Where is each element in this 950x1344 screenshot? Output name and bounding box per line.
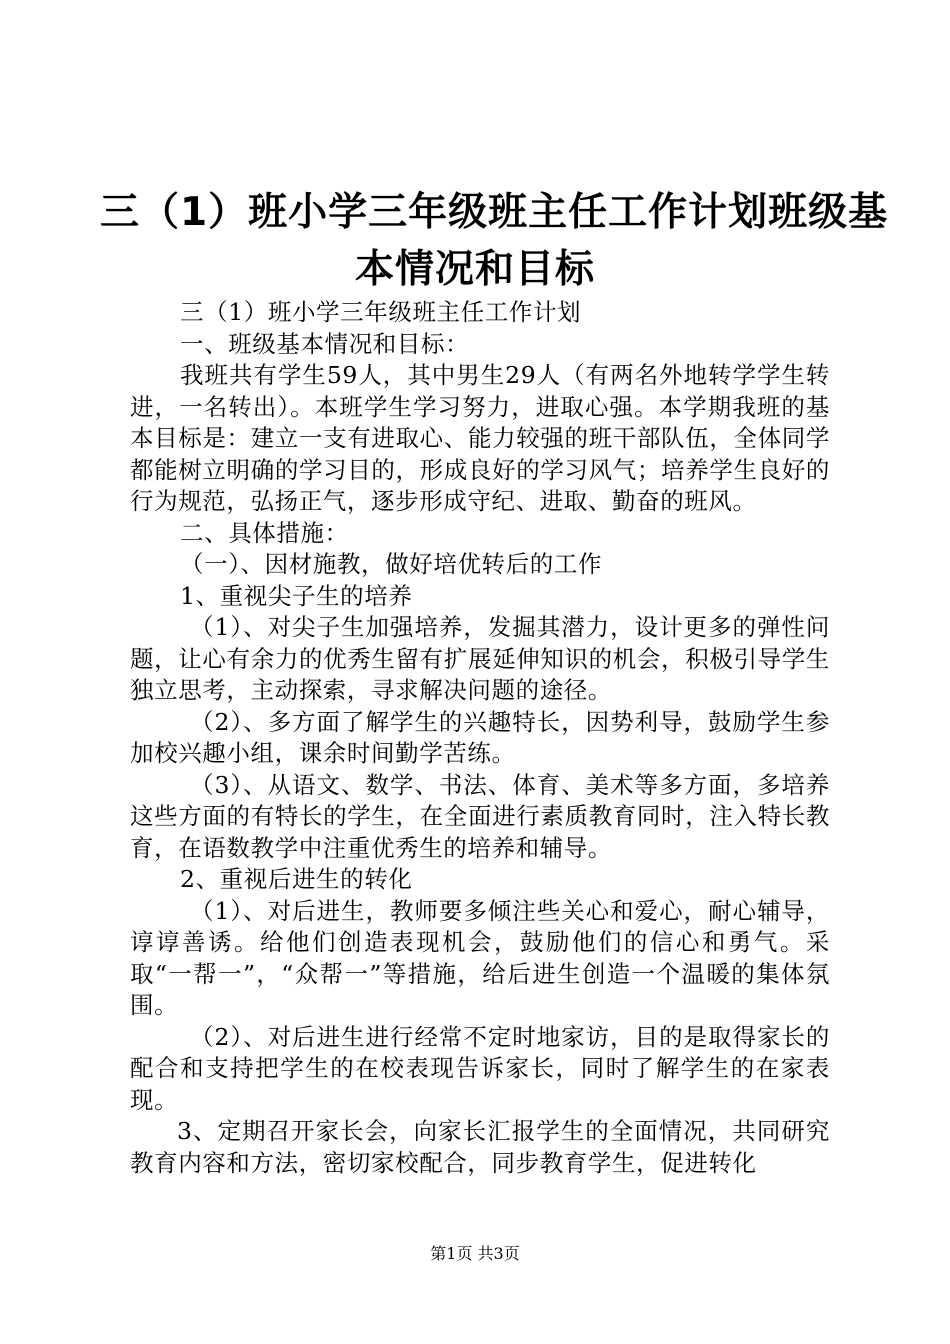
paragraph-item-1-2: （2）、多方面了解学生的兴趣特长，因势利导，鼓励学生参加校兴趣小组，课余时间勤学苦练。 — [130, 707, 830, 767]
paragraph-item-1-1: （1）、对尖子生加强培养，发掘其潜力，设计更多的弹性问题，让心有余力的优秀生留有扩展延伸知识的机会，积极引导学生独立思考，主动探索，寻求解决问题的途径。 — [130, 613, 830, 704]
paragraph-item-1-3: （3）、从语文、数学、书法、体育、美术等多方面，多培养这些方面的有特长的学生，在全面进行素质教育同时，注入特长教育，在语数教学中注重优秀生的培养和辅导。 — [130, 770, 830, 862]
paragraph-section-one-heading: 一、班级基本情况和目标： — [180, 329, 470, 358]
paragraph-plan-heading: 三（1）班小学三年级班主任工作计划 — [180, 298, 582, 326]
paragraph-section-two-heading: 二、具体措施： — [180, 518, 349, 547]
paragraph-item-2-heading: 2、重视后进生的转化 — [180, 865, 413, 893]
paragraph-item-3: 3、定期召开家长会，向家长汇报学生的全面情况，共同研究教育内容和方法，密切家校配合，同步教育学生，促进转化 — [130, 1117, 830, 1177]
page-number-footer: 第1页 共3页 — [430, 1244, 520, 1263]
paragraph-class-overview: 我班共有学生59人，其中男生29人（有两名外地转学学生转进，一名转出）。本班学生学习努力，进取心强。本学期我班的基本目标是：建立一支有进取心、能力较强的班干部队伍，全体同学都能树立明确的学习目的，形成良好的学习风气；培养学生良好的行为规范，弘扬正气，逐步形成守纪、进取、勤奋的班风。 — [130, 361, 830, 515]
paragraph-subsection-heading: （一）、因材施教，做好培优转后的工作 — [180, 550, 603, 578]
paragraph-item-2-2: （2）、对后进生进行经常不定时地家访，目的是取得家长的配合和支持把学生的在校表现告诉家长，同时了解学生的在家表现。 — [130, 1022, 830, 1114]
paragraph-item-2-1: （1）、对后进生，教师要多倾注些关心和爱心，耐心辅导，谆谆善诱。给他们创造表现机会，鼓励他们的信心和勇气。采取“一帮一”，“众帮一”等措施，给后进生创造一个温暖的集体氛围。 — [130, 896, 830, 1019]
document-body — [130, 297, 830, 1179]
document-title-line-1: 三（1）班小学三年级班主任工作计划班级基 — [100, 190, 889, 235]
document-title-line-2: 本情况和目标 — [354, 247, 595, 292]
paragraph-item-1-heading: 1、重视尖子生的培养 — [180, 581, 413, 610]
